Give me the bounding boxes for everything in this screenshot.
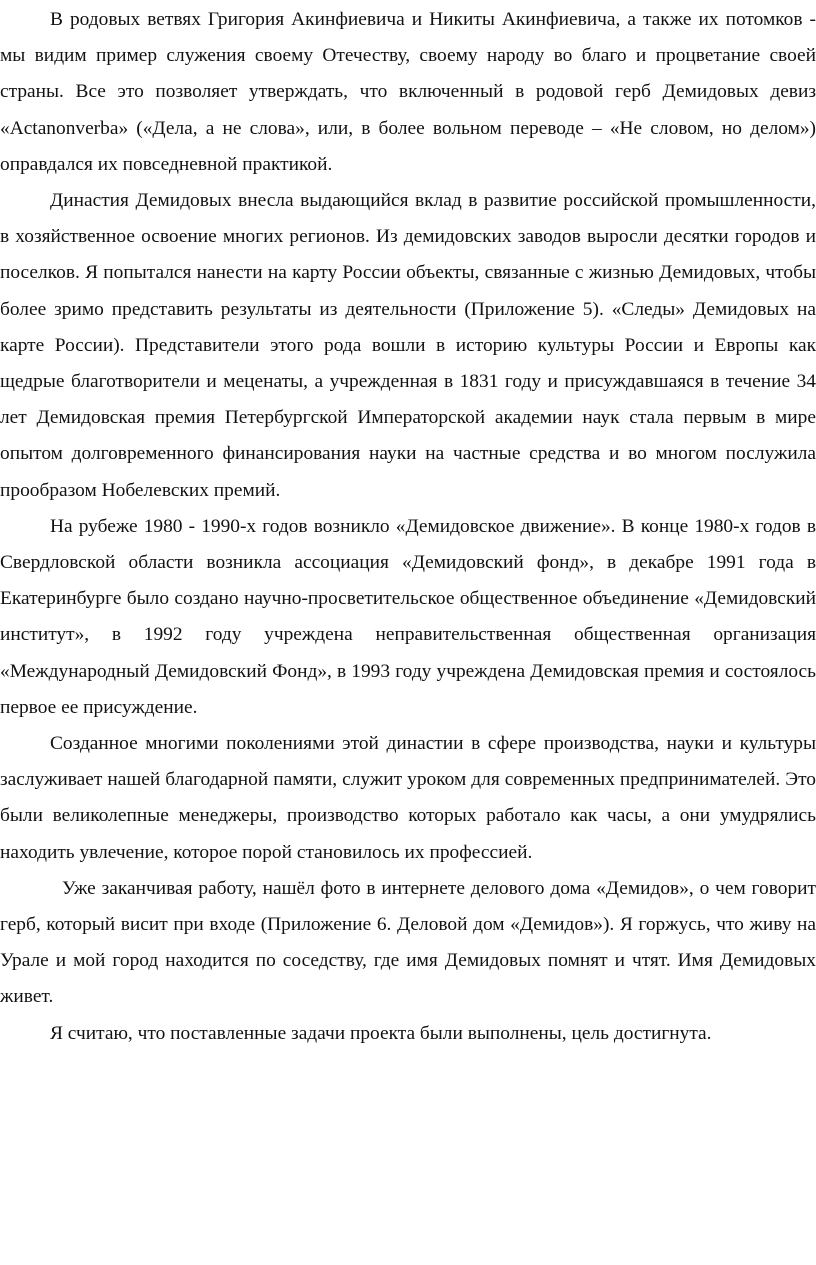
paragraph-business-house: Уже заканчивая работу, нашёл фото в интернете делового дома «Демидов», о чем говорит герб, который висит при входе (Приложение 6. Деловой дом «Демидов»). Я горжусь, что живу на Урале и мой город находится по соседству, где имя Демидовых помнят и чтят. Имя Демидовых живет. <box>0 877 816 1008</box>
paragraph-demidov-lineage: В родовых ветвях Григория Акинфиевича и Никиты Акинфиевича, а также их потомков - мы видим пример служения своему Отечеству, своему народу во благо и процветание своей страны. Все это позволяет утверждать, что включенный в родовой герб Демидовых девиз «Actanonverba» («Дела, а не слова», или, в более вольном переводе – «Не словом, но делом») оправдался их повседневной практикой. <box>0 9 816 175</box>
paragraph-demidov-movement: На рубеже 1980 - 1990-х годов возникло «Демидовское движение». В конце 1980-х годов в Свердловской области возникла ассоциация «Демидовский фонд», в декабре 1991 года в Екатеринбурге было создано научно-просветительское общественное объединение «Демидовский институт», в 1992 году учреждена неправительственная общественная организация «Международный Демидовский Фонд», в 1993 году учреждена Демидовская премия и состоялось первое ее присуждение. <box>0 515 816 718</box>
paragraph-conclusion: Я считаю, что поставленные задачи проекта были выполнены, цель достигнута. <box>50 1022 712 1044</box>
document-body <box>0 2 816 1052</box>
paragraph-legacy: Созданное многими поколениями этой династии в сфере производства, науки и культуры заслуживает нашей благодарной памяти, служит уроком для современных предпринимателей. Это были великолепные менеджеры, производство которых работало как часы, а они умудрялись находить увлечение, которое порой становилось их профессией. <box>0 733 816 863</box>
paragraph-demidov-dynasty: Династия Демидовых внесла выдающийся вклад в развитие российской промышленности, в хозяйственное освоение многих регионов. Из демидовских заводов выросли десятки городов и поселков. Я попытался нанести на карту России объекты, связанные с жизнью Демидовых, чтобы более зримо представить результаты из деятельности (Приложение 5). «Следы» Демидовых на карте России). Представители этого рода вошли в историю культуры России и Европы как щедрые благотворители и меценаты, а учрежденная в 1831 году и присуждавшаяся в течение 34 лет Демидовская премия Петербургской Императорской академии наук стала первым в мире опытом долговременного финансирования науки на частные средства и во многом послужила прообразом Нобелевских премий. <box>0 190 816 501</box>
